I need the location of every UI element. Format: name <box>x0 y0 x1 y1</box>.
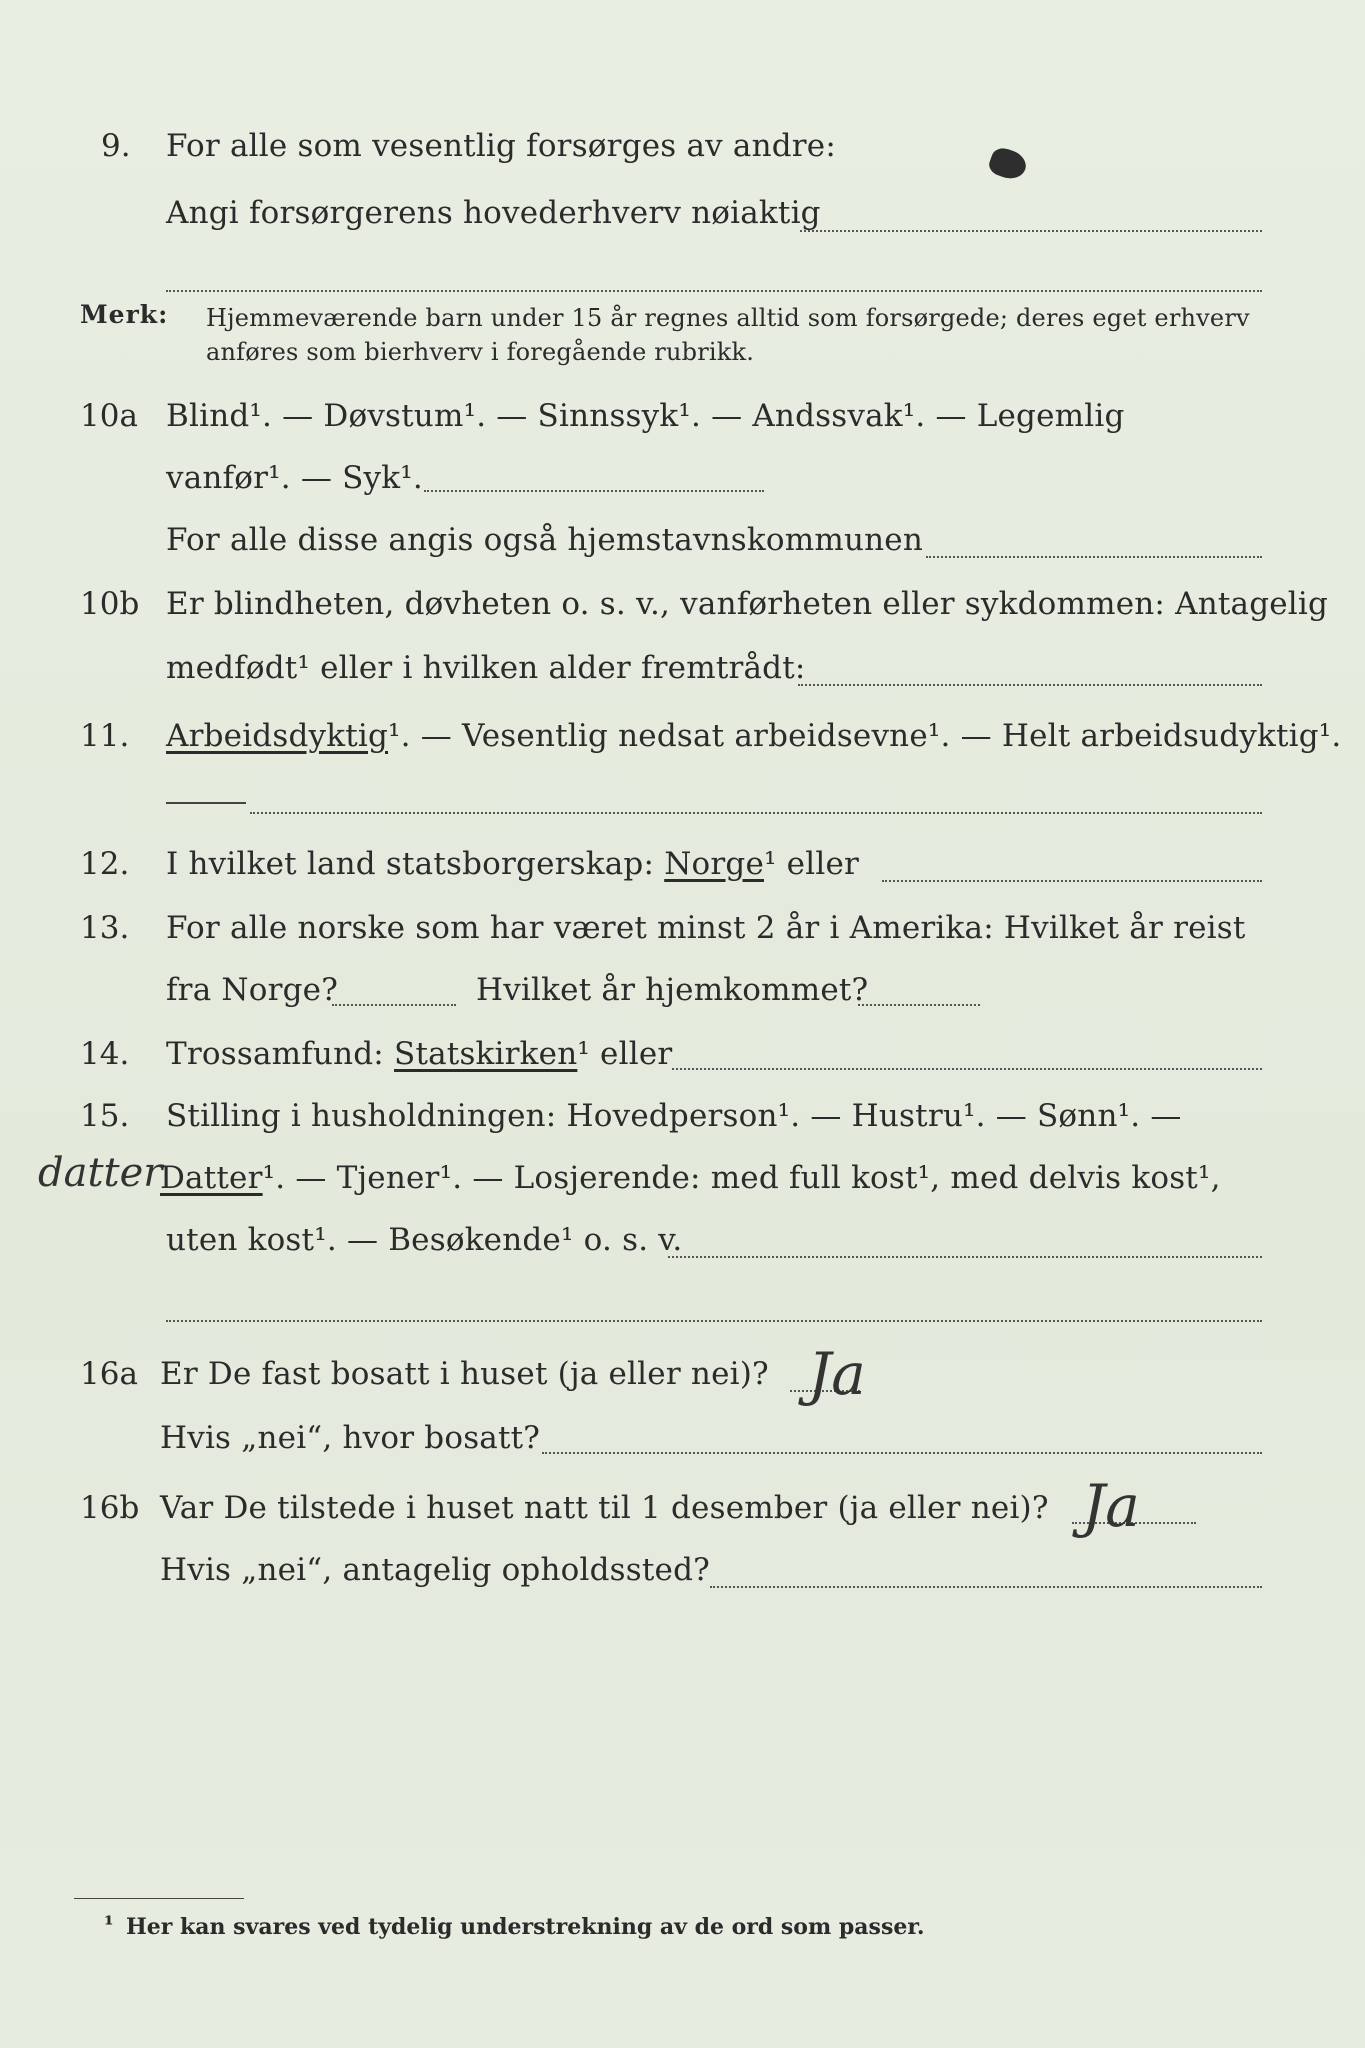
q14-number: 14. <box>80 1036 130 1072</box>
q15-line1: Stilling i husholdningen: Hovedperson¹. — Hustru¹. — Sønn¹. — <box>166 1098 1182 1134</box>
q10b-number: 10b <box>80 586 140 622</box>
q16b-handwritten-answer: Ja <box>1082 1472 1140 1540</box>
q15-line3: uten kost¹. — Besøkende¹ o. s. v. <box>166 1222 683 1258</box>
q13-hjem-line <box>858 1004 980 1006</box>
q11-line1 <box>166 718 1341 754</box>
q10a-answer-line <box>424 490 764 492</box>
q15-line2-rest: ¹. — Tjener¹. — Losjerende: med full kost¹, med delvis kost¹, <box>262 1160 1221 1196</box>
q12-answer-line <box>882 880 1262 882</box>
q12-underlined: Norge <box>664 846 764 882</box>
merk-line2: anføres som bierhverv i foregående rubrikk. <box>206 338 755 366</box>
q15-underlined: Datter <box>160 1160 263 1196</box>
q13-number: 13. <box>80 910 130 946</box>
q15-answer-line <box>668 1256 1262 1258</box>
q15-extra-line <box>166 1320 1262 1322</box>
q10a-hometown-line <box>926 556 1262 558</box>
merk-label: Merk: <box>80 300 169 329</box>
q11-number: 11. <box>80 718 130 754</box>
q13-line1: For alle norske som har været minst 2 år i Amerika: Hvilket år reist <box>166 910 1246 946</box>
q10a-number: 10a <box>80 398 138 434</box>
merk-line1: Hjemmeværende barn under 15 år regnes alltid som forsørgede; deres eget erhverv <box>206 304 1250 332</box>
q11-line1-rest: ¹. — Vesentlig nedsat arbeidsevne¹. — Helt arbeidsudyktig¹. <box>388 718 1342 754</box>
footnote-text: Her kan svares ved tydelig understrekning av de ord som passer. <box>126 1914 925 1940</box>
q10a-line1: Blind¹. — Døvstum¹. — Sinnssyk¹. — Andssvak¹. — Legemlig <box>166 398 1125 434</box>
q15-line2 <box>160 1160 1221 1196</box>
q13-line2a: fra Norge? <box>166 972 339 1008</box>
q11-answer-line <box>250 812 1262 814</box>
q10b-answer-line <box>798 684 1262 686</box>
q9-line2: Angi forsørgerens hovederhverv nøiaktig <box>166 195 821 231</box>
q14-answer-line <box>672 1068 1262 1070</box>
q10b-line1: Er blindheten, døvheten o. s. v., vanførheten eller sykdommen: Antagelig <box>166 586 1329 622</box>
q11-handwritten-dash <box>166 802 246 804</box>
q16a-handwritten-answer: Ja <box>808 1340 866 1408</box>
q10b-line2: medfødt¹ eller i hvilken alder fremtrådt: <box>166 650 806 686</box>
q14-underlined: Statskirken <box>394 1036 578 1072</box>
q16a-line2: Hvis „nei“, hvor bosatt? <box>160 1420 541 1456</box>
q16a-where-line <box>542 1452 1262 1454</box>
q9-line1: For alle som vesentlig forsørges av andre: <box>166 128 836 164</box>
q14-text-before: Trossamfund: <box>166 1036 395 1072</box>
q14-line <box>166 1036 672 1072</box>
q12-number: 12. <box>80 846 130 882</box>
q16a-line1: Er De fast bosatt i huset (ja eller nei)? <box>160 1356 769 1392</box>
q12-line <box>166 846 859 882</box>
q14-text-after: ¹ eller <box>577 1036 673 1072</box>
q15-number: 15. <box>80 1098 130 1134</box>
q12-text-before: I hvilket land statsborgerskap: <box>166 846 665 882</box>
footnote-rule <box>74 1898 244 1899</box>
q16b-line2: Hvis „nei“, antagelig opholdssted? <box>160 1552 710 1588</box>
q9-extra-line <box>166 290 1262 292</box>
q11-underlined: Arbeidsdyktig <box>166 718 389 754</box>
q10a-line2: vanfør¹. — Syk¹. <box>166 460 423 496</box>
q9-number: 9. <box>101 128 131 164</box>
ink-blot <box>986 145 1029 184</box>
q13-reist-line <box>332 1004 456 1006</box>
q16b-number: 16b <box>80 1490 140 1526</box>
q9-answer-line <box>800 230 1262 232</box>
q16a-number: 16a <box>80 1356 138 1392</box>
q16b-line1: Var De tilstede i huset natt til 1 desember (ja eller nei)? <box>160 1490 1049 1526</box>
q16b-where-line <box>710 1586 1262 1588</box>
q13-line2b: Hvilket år hjemkommet? <box>476 972 869 1008</box>
q15-margin-handwriting: datter <box>38 1150 163 1196</box>
q10a-line3: For alle disse angis også hjemstavnskommunen <box>166 522 923 558</box>
footnote-marker: ¹ <box>104 1912 114 1938</box>
q12-text-after: ¹ eller <box>764 846 860 882</box>
